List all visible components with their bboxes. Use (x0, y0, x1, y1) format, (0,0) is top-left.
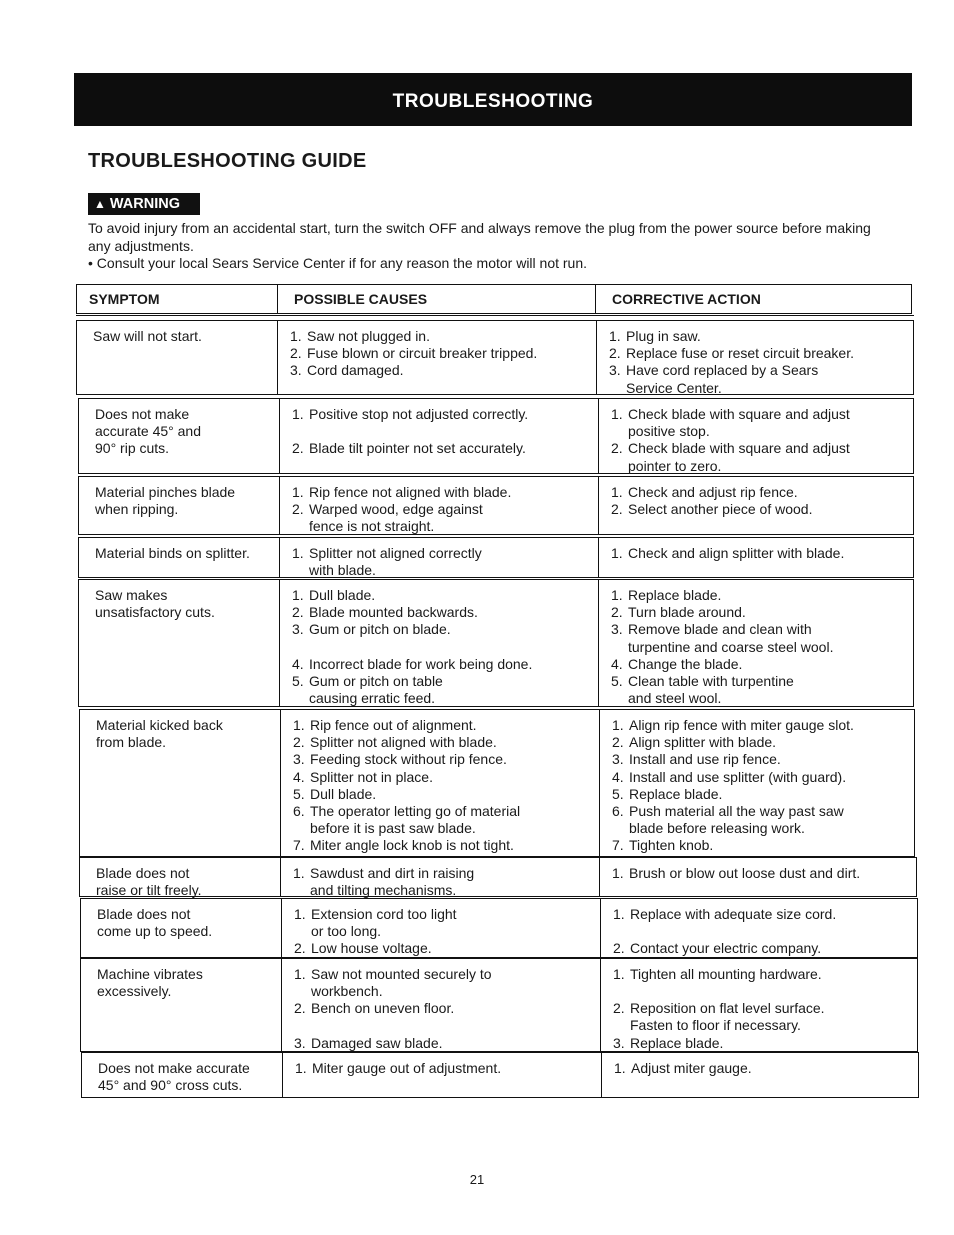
item-number: 4. (612, 768, 624, 785)
item-text: Miter angle lock knob is not tight. (310, 837, 514, 854)
item-number: 2. (611, 440, 623, 457)
item-text: Rip fence not aligned with blade. (309, 484, 512, 500)
item-text: Gum or pitch on blade. (309, 621, 451, 638)
list-item (280, 621, 598, 638)
table-row (79, 857, 917, 897)
item-number: 2. (292, 501, 304, 518)
item-number: 1. (292, 545, 304, 561)
item-number: 2. (611, 604, 623, 621)
list-item (278, 328, 596, 345)
list-item (599, 501, 912, 518)
causes-cell (279, 538, 598, 577)
item-text: Replace fuse or reset circuit breaker. (626, 345, 854, 362)
warning-badge (88, 193, 200, 215)
list-item (601, 906, 916, 923)
list-item (600, 717, 913, 734)
item-text: Check blade with square and adjust positive stop. (628, 406, 850, 440)
symptom-cell: Does not make accurate 45° and 90° rip cuts. (95, 406, 202, 457)
list-item (282, 1000, 600, 1017)
item-number: 3. (292, 621, 304, 638)
warning-paragraph: To avoid injury from an accidental start, turn the switch OFF and always remove the plug from the power source before making any adjustments. (88, 220, 871, 254)
symptom-cell: Material kicked back from blade. (96, 717, 223, 751)
list-item (600, 865, 915, 882)
item-number: 2. (613, 940, 625, 957)
item-number: 1. (612, 717, 624, 733)
warning-text (88, 220, 888, 273)
item-number: 3. (609, 362, 621, 379)
table-row (78, 398, 914, 474)
symptom-cell: Blade does not raise or tilt freely. (96, 865, 202, 899)
table-row (79, 709, 915, 857)
symptom-cell: Blade does not come up to speed. (97, 906, 213, 940)
causes-cell (280, 858, 599, 899)
item-number: 5. (611, 673, 623, 690)
item-number: 3. (611, 621, 623, 638)
item-text: Fuse blown or circuit breaker tripped. (307, 345, 538, 362)
actions-cell (598, 538, 912, 577)
item-text: Low house voltage. (311, 940, 432, 957)
item-text: Splitter not in place. (310, 768, 433, 785)
list-item (601, 940, 916, 957)
item-number: 4. (293, 768, 305, 785)
item-number: 2. (292, 440, 304, 457)
causes-cell (279, 399, 598, 473)
item-text: Have cord replaced by a Sears Service Center. (626, 362, 819, 396)
item-number: 2. (294, 940, 306, 957)
list-item (281, 769, 599, 786)
list-item (601, 1000, 916, 1034)
item-number: 2. (292, 604, 304, 621)
list-item (280, 545, 598, 579)
table-row (78, 537, 914, 578)
list-item (281, 837, 599, 854)
item-text: Cord damaged. (307, 362, 404, 379)
item-number: 1. (294, 966, 306, 982)
item-number: 2. (611, 501, 623, 518)
list-item (599, 604, 912, 621)
item-number: 1. (612, 865, 624, 881)
item-text: The operator letting go of material before it is past saw blade. (310, 803, 521, 837)
item-text: Check and adjust rip fence. (628, 484, 798, 500)
item-text: Select another piece of wood. (628, 501, 813, 518)
item-text: Change the blade. (628, 655, 743, 672)
table-row (81, 1052, 919, 1098)
item-text: Align splitter with blade. (629, 734, 777, 751)
item-text: Saw not mounted securely to workbench. (311, 966, 492, 1000)
list-item (599, 440, 912, 474)
table-header (76, 284, 912, 314)
table-row (80, 898, 918, 958)
list-item (280, 587, 598, 604)
actions-cell (599, 858, 915, 896)
list-item (599, 587, 912, 604)
warning-bullet: • Consult your local Sears Service Center if for any reason the motor will not run. (88, 255, 588, 271)
item-number: 3. (293, 751, 305, 768)
item-text: Replace blade. (628, 587, 722, 603)
causes-cell (281, 899, 600, 957)
item-text: Adjust miter gauge. (631, 1060, 752, 1076)
list-item (599, 673, 912, 707)
item-number: 1. (614, 1060, 626, 1076)
list-item (599, 484, 912, 501)
causes-cell (279, 477, 598, 534)
causes-cell (279, 580, 598, 706)
item-number: 1. (290, 328, 302, 344)
item-text: Saw not plugged in. (307, 328, 430, 344)
list-item (600, 837, 913, 854)
item-number: 1. (292, 406, 304, 422)
list-item (600, 803, 913, 837)
item-text: Positive stop not adjusted correctly. (309, 406, 529, 422)
actions-cell (600, 959, 916, 1051)
section-banner: TROUBLESHOOTING (74, 73, 912, 126)
item-text: Dull blade. (309, 587, 376, 603)
item-number: 1. (294, 906, 306, 922)
item-text: Check and align splitter with blade. (628, 545, 845, 561)
actions-cell (600, 899, 916, 957)
list-item (280, 656, 598, 673)
table-row (80, 958, 918, 1052)
item-number: 1. (611, 484, 623, 500)
list-item (600, 734, 913, 751)
table-row (78, 476, 914, 535)
item-number: 1. (293, 865, 305, 881)
list-item (600, 751, 913, 768)
item-text: Bench on uneven floor. (311, 1000, 455, 1017)
list-item (601, 1035, 916, 1052)
list-item (601, 966, 916, 983)
item-number: 3. (294, 1034, 306, 1051)
causes-cell (282, 1053, 601, 1097)
item-number: 5. (292, 672, 304, 689)
item-text: Incorrect blade for work being done. (309, 655, 533, 672)
list-item (597, 362, 912, 396)
item-number: 7. (293, 837, 305, 854)
list-item (280, 673, 598, 707)
item-number: 2. (294, 1000, 306, 1017)
item-text: Plug in saw. (626, 328, 701, 344)
item-number: 5. (293, 785, 305, 802)
item-number: 2. (609, 345, 621, 362)
list-item (281, 751, 599, 768)
symptom-cell: Material pinches blade when ripping. (95, 484, 236, 518)
list-item (599, 545, 912, 562)
guide-title: TROUBLESHOOTING GUIDE (88, 150, 367, 172)
table-row (78, 579, 914, 707)
list-item (602, 1060, 917, 1077)
item-text: Remove blade and clean with turpentine and coarse steel wool. (628, 621, 834, 655)
causes-cell (277, 321, 596, 394)
item-text: Replace blade. (629, 785, 723, 802)
item-text: Sawdust and dirt in raising and tilting mechanisms. (310, 865, 475, 899)
list-item (282, 906, 600, 940)
actions-cell (598, 477, 912, 534)
item-text: Tighten knob. (629, 837, 714, 854)
item-number: 1. (611, 587, 623, 603)
actions-cell (601, 1053, 917, 1097)
list-item (600, 769, 913, 786)
item-text: Turn blade around. (628, 604, 746, 621)
list-item (283, 1060, 601, 1077)
item-number: 1. (295, 1060, 307, 1076)
item-number: 1. (293, 717, 305, 733)
warning-triangle-icon: ▲ (94, 197, 106, 211)
item-text: Feeding stock without rip fence. (310, 751, 507, 768)
list-item (599, 656, 912, 673)
item-text: Blade tilt pointer not set accurately. (309, 440, 526, 457)
item-number: 6. (612, 803, 624, 820)
list-item (281, 803, 599, 837)
item-number: 1. (611, 406, 623, 422)
header-rule (76, 315, 914, 316)
item-text: Brush or blow out loose dust and dirt. (629, 865, 861, 881)
symptom-cell: Material binds on splitter. (95, 545, 250, 561)
item-number: 3. (290, 362, 302, 379)
list-item (282, 940, 600, 957)
item-text: Blade mounted backwards. (309, 604, 478, 621)
item-number: 2. (612, 734, 624, 751)
item-text: Tighten all mounting hardware. (630, 966, 822, 982)
item-number: 4. (611, 655, 623, 672)
item-text: Install and use splitter (with guard). (629, 768, 847, 785)
header-symptom: SYMPTOM (89, 291, 160, 307)
item-text: Gum or pitch on table causing erratic feed. (309, 672, 443, 707)
list-item (599, 406, 912, 440)
item-number: 1. (613, 966, 625, 982)
item-number: 1. (613, 906, 625, 922)
list-item (280, 604, 598, 621)
list-item (282, 966, 600, 1000)
symptom-cell: Machine vibrates excessively. (97, 966, 203, 1000)
item-text: Contact your electric company. (630, 940, 822, 957)
item-text: Extension cord too light or too long. (311, 906, 457, 940)
actions-cell (596, 321, 912, 394)
causes-cell (281, 959, 600, 1051)
item-text: Reposition on flat level surface. Fasten to floor if necessary. (630, 1000, 825, 1034)
item-number: 1. (609, 328, 621, 344)
item-number: 1. (292, 587, 304, 603)
item-number: 4. (292, 655, 304, 672)
item-text: Damaged saw blade. (311, 1034, 443, 1051)
list-item (280, 501, 598, 535)
list-item (282, 1035, 600, 1052)
list-item (597, 328, 912, 345)
item-number: 3. (613, 1034, 625, 1051)
list-item (597, 345, 912, 362)
item-text: Install and use rip fence. (629, 751, 781, 768)
header-action: CORRECTIVE ACTION (595, 285, 761, 313)
item-number: 2. (613, 1000, 625, 1017)
symptom-cell: Does not make accurate 45° and 90° cross cuts. (98, 1060, 250, 1094)
causes-cell (280, 710, 599, 856)
list-item (281, 717, 599, 734)
item-text: Push material all the way past saw blade before releasing work. (629, 803, 844, 837)
list-item (281, 786, 599, 803)
list-item (280, 484, 598, 501)
list-item (281, 734, 599, 751)
warning-label: WARNING (109, 196, 181, 212)
item-number: 2. (293, 734, 305, 751)
item-number: 5. (612, 785, 624, 802)
symptom-cell: Saw makes unsatisfactory cuts. (95, 587, 215, 621)
item-text: Splitter not aligned with blade. (310, 734, 497, 751)
actions-cell (598, 580, 912, 706)
list-item (280, 406, 598, 423)
item-number: 2. (290, 345, 302, 362)
list-item (281, 865, 599, 899)
item-text: Dull blade. (310, 785, 377, 802)
item-text: Replace with adequate size cord. (630, 906, 837, 922)
item-text: Splitter not aligned correctly with blade. (309, 545, 482, 579)
list-item (599, 621, 912, 655)
item-number: 3. (612, 751, 624, 768)
item-number: 1. (292, 484, 304, 500)
item-text: Miter gauge out of adjustment. (312, 1060, 502, 1076)
header-causes: POSSIBLE CAUSES (277, 285, 427, 313)
table-row (76, 320, 914, 395)
item-number: 7. (612, 837, 624, 854)
list-item (600, 786, 913, 803)
item-text: Warped wood, edge against fence is not straight. (309, 501, 483, 535)
item-text: Check blade with square and adjust pointer to zero. (628, 440, 850, 474)
item-number: 1. (611, 545, 623, 561)
list-item (278, 345, 596, 362)
page-number: 21 (469, 1172, 485, 1187)
item-number: 6. (293, 803, 305, 820)
item-text: Rip fence out of alignment. (310, 717, 477, 733)
item-text: Clean table with turpentine and steel wool. (628, 673, 794, 707)
item-text: Replace blade. (630, 1034, 724, 1051)
actions-cell (599, 710, 913, 856)
list-item (278, 362, 596, 379)
symptom-cell: Saw will not start. (93, 328, 202, 344)
item-text: Align rip fence with miter gauge slot. (629, 717, 854, 733)
list-item (280, 440, 598, 457)
actions-cell (598, 399, 912, 473)
